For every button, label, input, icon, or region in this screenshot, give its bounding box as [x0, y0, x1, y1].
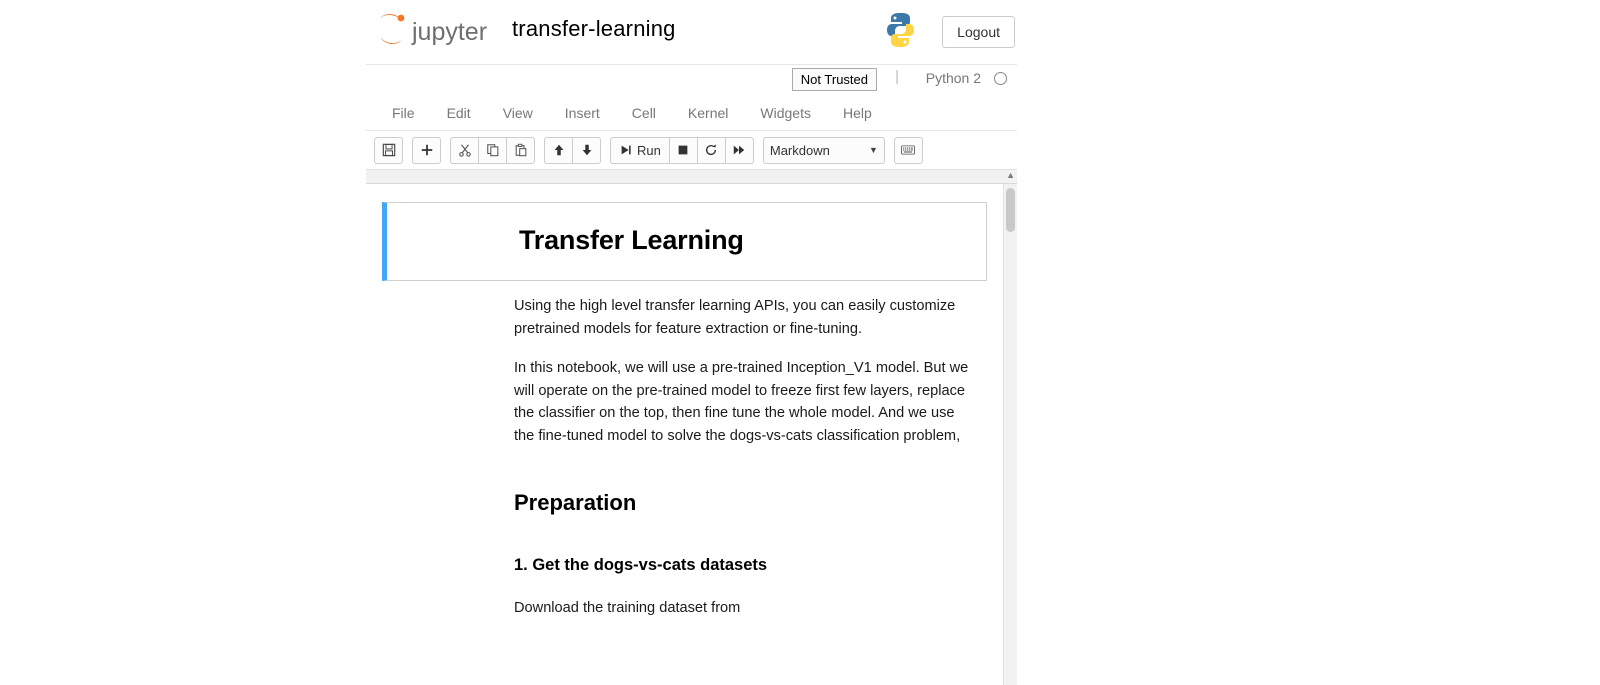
cell-type-select[interactable] [763, 137, 885, 164]
toolbar-group-clipboard [450, 137, 535, 164]
status-separator: | [895, 68, 899, 85]
menu-item-kernel[interactable]: Kernel [687, 104, 729, 121]
restart-and-run-all-button[interactable] [725, 137, 754, 164]
fast-forward-icon [732, 143, 746, 157]
jupyter-notebook-window [366, 0, 1017, 685]
menu-item-help[interactable]: Help [842, 104, 872, 121]
play-step-icon [619, 143, 633, 157]
save-disk-icon [382, 143, 396, 157]
run-cell-button[interactable] [610, 137, 670, 164]
toolbar-group-palette [894, 137, 923, 164]
kernel-name-label[interactable]: Python 2 [925, 70, 981, 86]
insert-cell-below-button[interactable] [412, 137, 441, 164]
move-cell-up-button[interactable] [544, 137, 573, 164]
notebook-status-bar [366, 65, 1017, 95]
paste-cell-button[interactable] [506, 137, 535, 164]
svg-text:jupyter: jupyter [412, 18, 488, 46]
logout-button[interactable]: Logout [942, 16, 1015, 48]
arrow-down-icon [580, 143, 594, 157]
markdown-cell-intro[interactable] [382, 295, 987, 619]
plus-icon [420, 143, 434, 157]
interrupt-kernel-button[interactable] [669, 137, 698, 164]
menu-item-edit[interactable]: Edit [446, 104, 471, 121]
chevron-down-icon: ▼ [868, 145, 878, 155]
keyboard-icon [901, 143, 915, 157]
subsection-heading-datasets: 1. Get the dogs-vs-cats datasets [514, 555, 768, 574]
scroll-up-arrow-icon[interactable]: ▲ [1006, 170, 1015, 180]
menu-item-view[interactable]: View [502, 104, 533, 121]
python-logo-icon [884, 10, 916, 50]
stop-square-icon [676, 143, 690, 157]
menu-item-cell[interactable]: Cell [631, 104, 656, 121]
jupyter-logo-icon [370, 12, 506, 52]
cell-type-value: Markdown [769, 142, 830, 158]
restart-circle-icon [704, 143, 718, 157]
jupyter-logo[interactable] [370, 12, 506, 52]
restart-kernel-button[interactable] [697, 137, 726, 164]
menu-item-file[interactable]: File [392, 104, 415, 121]
paste-icon [514, 143, 528, 157]
trust-status-badge[interactable]: Not Trusted [792, 68, 877, 91]
command-palette-button[interactable] [894, 137, 923, 164]
save-button[interactable] [374, 137, 403, 164]
toolbar-group-insert [412, 137, 441, 164]
notebook-name[interactable]: transfer-learning [512, 16, 676, 41]
notebook-top-scroll-strip[interactable] [366, 170, 1017, 184]
run-button-label: Run [637, 142, 661, 158]
menu-bar [366, 95, 1017, 131]
toolbar-group-run [610, 137, 754, 164]
copy-icon [486, 143, 500, 157]
copy-cell-button[interactable] [478, 137, 507, 164]
cut-cell-button[interactable] [450, 137, 479, 164]
notebook-header [366, 0, 1017, 65]
cell-list [366, 184, 1003, 685]
menu-item-widgets[interactable]: Widgets [760, 104, 811, 121]
section-heading-preparation: Preparation [514, 489, 637, 515]
move-cell-down-button[interactable] [572, 137, 601, 164]
notebook-scrollbar-thumb[interactable] [1006, 188, 1015, 232]
kernel-idle-circle-icon [994, 72, 1007, 85]
scissors-icon [458, 143, 472, 157]
page-title: Transfer Learning [519, 225, 744, 255]
toolbar-group-move [544, 137, 601, 164]
notebook-scrollbar[interactable] [1003, 184, 1017, 685]
notebook-body [366, 184, 1017, 685]
intro-paragraph-1: Using the high level transfer learning APIs, you can easily customize pretrained models for feature extraction or fine-tuning. [514, 298, 956, 337]
markdown-cell-title[interactable] [382, 202, 987, 281]
toolbar-group-save [374, 137, 403, 164]
notebook-toolbar [366, 131, 1017, 170]
menu-item-insert[interactable]: Insert [564, 104, 600, 121]
arrow-up-icon [552, 143, 566, 157]
download-paragraph: Download the training dataset from [514, 599, 741, 616]
intro-paragraph-2: In this notebook, we will use a pre-trained Inception_V1 model. But we will operate on the pre-trained model to freeze first few layers, replace the classifier on the top, then fine tune the whole model. And we use the fine-tuned model to solve the dogs-vs-cats classification problem, [514, 360, 969, 445]
